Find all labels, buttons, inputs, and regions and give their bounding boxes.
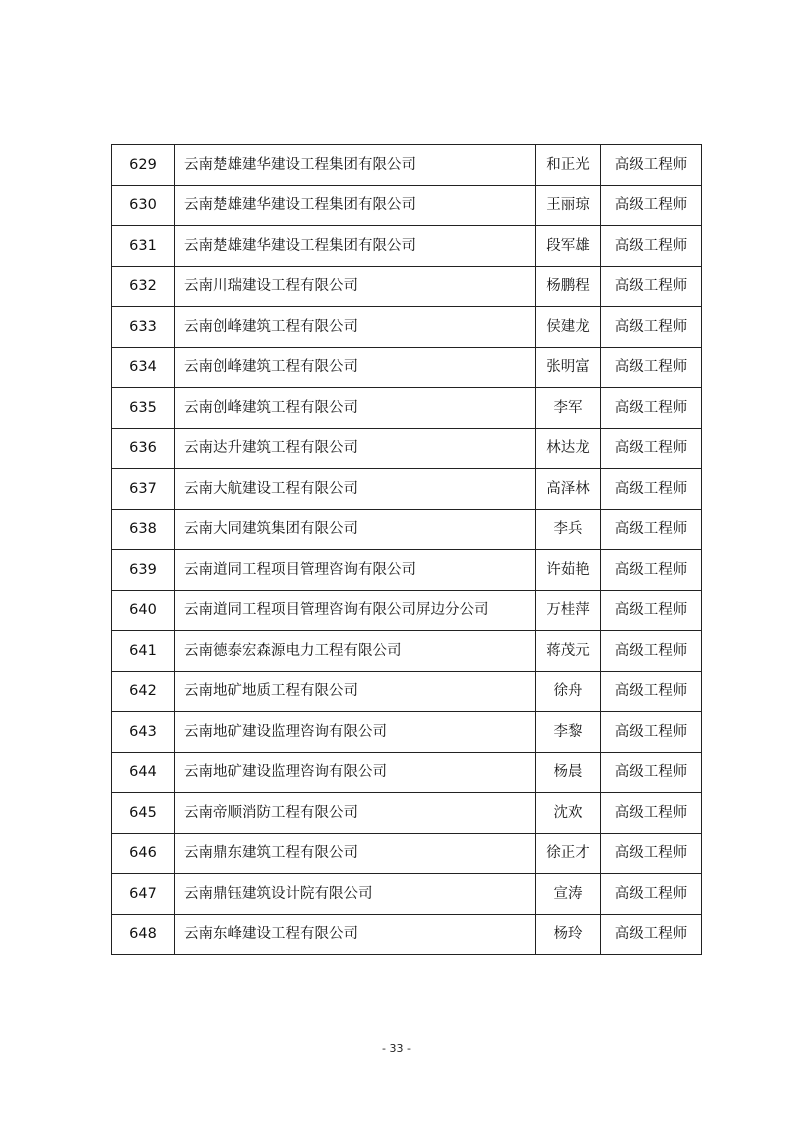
company-cell: 云南大同建筑集团有限公司 [175,509,536,550]
row-number-cell: 644 [112,752,175,793]
table-row [112,307,702,348]
table-row [112,145,702,186]
person-name-cell: 王丽琼 [536,185,601,226]
roster-table [111,144,702,955]
roster-table-body [112,145,702,955]
company-cell: 云南鼎钰建筑设计院有限公司 [175,874,536,915]
row-number-cell: 632 [112,266,175,307]
person-name-cell: 李军 [536,388,601,429]
job-title-cell: 高级工程师 [601,874,702,915]
person-name-cell: 林达龙 [536,428,601,469]
company-cell: 云南鼎东建筑工程有限公司 [175,833,536,874]
row-number-cell: 638 [112,509,175,550]
person-name-cell: 徐舟 [536,671,601,712]
table-row [112,266,702,307]
company-cell: 云南大航建设工程有限公司 [175,469,536,510]
table-row [112,550,702,591]
row-number-cell: 633 [112,307,175,348]
table-row [112,671,702,712]
job-title-cell: 高级工程师 [601,469,702,510]
job-title-cell: 高级工程师 [601,833,702,874]
row-number-cell: 636 [112,428,175,469]
job-title-cell: 高级工程师 [601,145,702,186]
table-row [112,428,702,469]
company-cell: 云南楚雄建华建设工程集团有限公司 [175,185,536,226]
person-name-cell: 张明富 [536,347,601,388]
row-number-cell: 639 [112,550,175,591]
job-title-cell: 高级工程师 [601,550,702,591]
person-name-cell: 万桂萍 [536,590,601,631]
job-title-cell: 高级工程师 [601,509,702,550]
table-row [112,914,702,955]
job-title-cell: 高级工程师 [601,590,702,631]
table-row [112,509,702,550]
table-row [112,185,702,226]
job-title-cell: 高级工程师 [601,307,702,348]
company-cell: 云南地矿建设监理咨询有限公司 [175,752,536,793]
row-number-cell: 642 [112,671,175,712]
row-number-cell: 645 [112,793,175,834]
job-title-cell: 高级工程师 [601,428,702,469]
job-title-cell: 高级工程师 [601,347,702,388]
company-cell: 云南创峰建筑工程有限公司 [175,388,536,429]
row-number-cell: 648 [112,914,175,955]
page-number: - 33 - [382,1042,411,1055]
company-cell: 云南楚雄建华建设工程集团有限公司 [175,226,536,267]
row-number-cell: 635 [112,388,175,429]
job-title-cell: 高级工程师 [601,712,702,753]
row-number-cell: 640 [112,590,175,631]
person-name-cell: 和正光 [536,145,601,186]
person-name-cell: 李兵 [536,509,601,550]
person-name-cell: 徐正才 [536,833,601,874]
table-row [112,874,702,915]
table-row [112,833,702,874]
person-name-cell: 蒋茂元 [536,631,601,672]
job-title-cell: 高级工程师 [601,752,702,793]
table-row [112,752,702,793]
job-title-cell: 高级工程师 [601,793,702,834]
person-name-cell: 杨玲 [536,914,601,955]
job-title-cell: 高级工程师 [601,914,702,955]
table-row [112,469,702,510]
company-cell: 云南德泰宏森源电力工程有限公司 [175,631,536,672]
row-number-cell: 634 [112,347,175,388]
person-name-cell: 沈欢 [536,793,601,834]
row-number-cell: 647 [112,874,175,915]
row-number-cell: 637 [112,469,175,510]
row-number-cell: 629 [112,145,175,186]
table-row [112,712,702,753]
table-row [112,347,702,388]
table-row [112,793,702,834]
job-title-cell: 高级工程师 [601,631,702,672]
person-name-cell: 宣涛 [536,874,601,915]
company-cell: 云南道同工程项目管理咨询有限公司屏边分公司 [175,590,536,631]
row-number-cell: 630 [112,185,175,226]
job-title-cell: 高级工程师 [601,266,702,307]
person-name-cell: 侯建龙 [536,307,601,348]
company-cell: 云南楚雄建华建设工程集团有限公司 [175,145,536,186]
job-title-cell: 高级工程师 [601,226,702,267]
row-number-cell: 643 [112,712,175,753]
person-name-cell: 段军雄 [536,226,601,267]
company-cell: 云南地矿建设监理咨询有限公司 [175,712,536,753]
job-title-cell: 高级工程师 [601,388,702,429]
person-name-cell: 杨鹏程 [536,266,601,307]
table-row [112,631,702,672]
person-name-cell: 杨晨 [536,752,601,793]
row-number-cell: 646 [112,833,175,874]
row-number-cell: 641 [112,631,175,672]
person-name-cell: 许茹艳 [536,550,601,591]
company-cell: 云南地矿地质工程有限公司 [175,671,536,712]
table-row [112,226,702,267]
company-cell: 云南东峰建设工程有限公司 [175,914,536,955]
table-row [112,590,702,631]
job-title-cell: 高级工程师 [601,671,702,712]
table-row [112,388,702,429]
company-cell: 云南川瑞建设工程有限公司 [175,266,536,307]
person-name-cell: 李黎 [536,712,601,753]
company-cell: 云南创峰建筑工程有限公司 [175,307,536,348]
job-title-cell: 高级工程师 [601,185,702,226]
company-cell: 云南达升建筑工程有限公司 [175,428,536,469]
person-name-cell: 高泽林 [536,469,601,510]
company-cell: 云南创峰建筑工程有限公司 [175,347,536,388]
company-cell: 云南帝顺消防工程有限公司 [175,793,536,834]
row-number-cell: 631 [112,226,175,267]
company-cell: 云南道同工程项目管理咨询有限公司 [175,550,536,591]
